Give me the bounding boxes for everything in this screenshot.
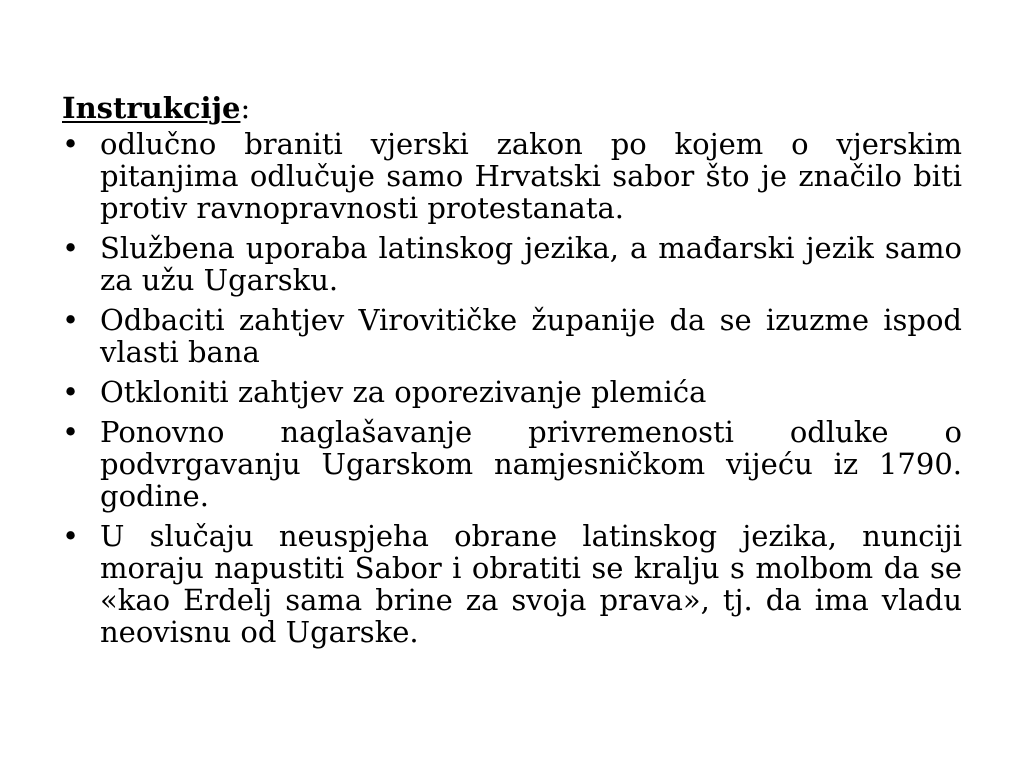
list-item — [62, 416, 962, 512]
bullet-icon: • — [62, 415, 80, 449]
list-item-text: Službena uporaba latinskog jezika, a mađarski jezik samo za užu Ugarsku. — [100, 231, 962, 297]
slide-heading — [62, 92, 962, 124]
list-item — [62, 520, 962, 648]
list-item — [62, 232, 962, 296]
list-item-text: Odbaciti zahtjev Virovitičke županije da se izuzme ispod vlasti bana — [100, 303, 962, 369]
list-item-text: Otkloniti zahtjev za oporezivanje plemića — [100, 375, 707, 409]
heading-title: Instrukcije — [62, 91, 241, 125]
bullet-icon: • — [62, 519, 80, 553]
list-item-text: Ponovno naglašavanje privremenosti odluke o podvrgavanju Ugarskom namjesničkom vijeću iz 1790. godine. — [100, 415, 962, 513]
heading-colon: : — [240, 91, 251, 125]
bullet-list — [62, 128, 962, 648]
list-item — [62, 128, 962, 224]
list-item — [62, 304, 962, 368]
list-item — [62, 376, 962, 408]
slide-content — [62, 92, 962, 656]
list-item-text: U slučaju neuspjeha obrane latinskog jezika, nunciji moraju napustiti Sabor i obratiti se kralju s molbom da se «kao Erdelj sama brine za svoja prava», tj. da ima vladu neovisnu od Ugarske. — [100, 519, 962, 649]
bullet-icon: • — [62, 303, 80, 337]
bullet-icon: • — [62, 231, 80, 265]
bullet-icon: • — [62, 375, 80, 409]
list-item-text: odlučno braniti vjerski zakon po kojem o vjerskim pitanjima odlučuje samo Hrvatski sabor što je značilo biti protiv ravnopravnosti protestanata. — [100, 127, 962, 225]
bullet-icon: • — [62, 127, 80, 161]
